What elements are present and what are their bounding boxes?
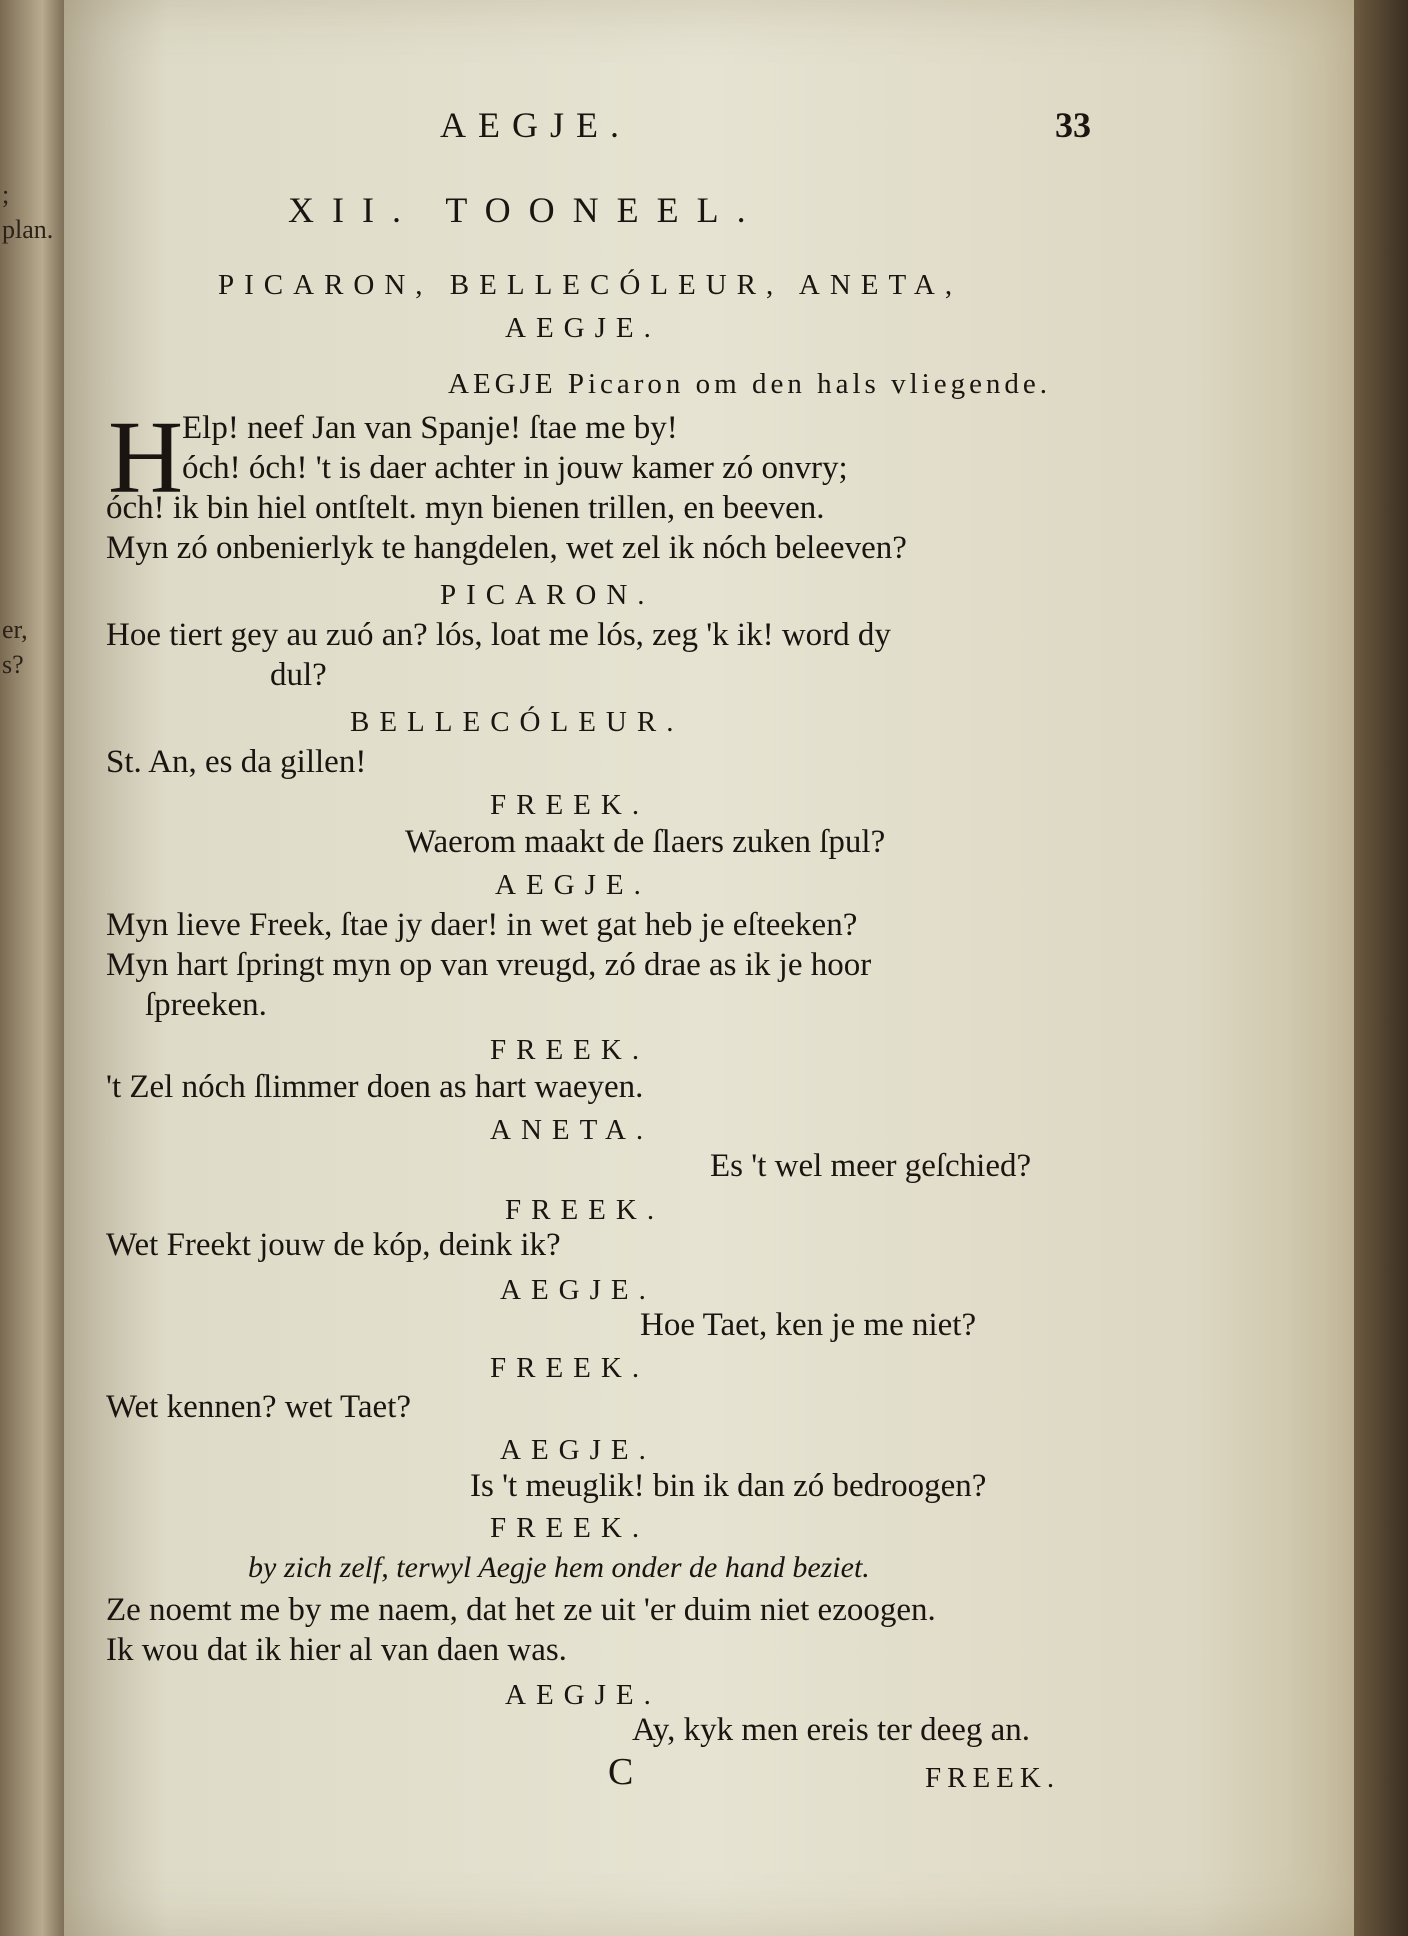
speaker-name: FREEK.: [505, 1194, 665, 1226]
catchword: FREEK.: [925, 1762, 1061, 1794]
verse-line: óch! óch! 't is daer achter in jouw kamer zó onvry;: [182, 450, 848, 486]
verse-line: Ay, kyk men ereis ter deeg an.: [632, 1712, 1031, 1748]
verse-line: Elp! neef Jan van Spanje! ſtae me by!: [182, 410, 678, 446]
verse-line: Ze noemt me by me naem, dat het ze uit 'er duim niet ezoogen.: [106, 1592, 936, 1628]
page-number: 33: [1055, 105, 1091, 145]
speaker-name: FREEK.: [490, 789, 650, 821]
verse-line: Myn lieve Freek, ſtae jy daer! in wet gat heb je eſteeken?: [106, 907, 858, 943]
right-background: [1354, 0, 1408, 1936]
speaker-name: AEGJE.: [495, 869, 651, 901]
running-title: AEGJE.: [440, 105, 631, 145]
verse-line: 't Zel nóch ſlimmer doen as hart waeyen.: [106, 1069, 644, 1105]
verse-line: Waerom maakt de ſlaers zuken ſpul?: [405, 824, 886, 860]
verse-line: ſpreeken.: [145, 987, 267, 1023]
verse-line: Wet Freekt jouw de kóp, deink ik?: [106, 1227, 561, 1263]
stage-direction: [448, 364, 1408, 404]
speaker-name: BELLECÓLEUR.: [350, 706, 684, 738]
left-page-fragment: s?: [2, 650, 24, 679]
verse-line: dul?: [270, 657, 327, 693]
speaker-name: AEGJE.: [505, 1679, 661, 1711]
stage-direction: by zich zelf, terwyl Aegje hem onder de hand beziet.: [248, 1551, 870, 1584]
verse-line: Hoe tiert gey au zuó an? lós, loat me lós, zeg 'k ik! word dy: [106, 617, 891, 653]
speaker-name: FREEK.: [490, 1512, 650, 1544]
verse-line: Myn hart ſpringt myn op van vreugd, zó drae as ik je hoor: [106, 947, 872, 983]
speaker-name: AEGJE.: [500, 1274, 656, 1306]
signature-mark: C: [608, 1751, 634, 1793]
verse-line: Es 't wel meer geſchied?: [710, 1148, 1032, 1184]
characters-line: AEGJE.: [505, 312, 661, 344]
left-page-fragment: ;: [2, 180, 10, 209]
verse-line: Wet kennen? wet Taet?: [106, 1389, 412, 1425]
speaker-name: PICARON.: [440, 579, 655, 611]
speaker-name: FREEK.: [490, 1034, 650, 1066]
drop-cap: H: [108, 400, 184, 515]
left-page-fragment: plan.: [2, 215, 54, 244]
scene-heading: XII. TOONEEL.: [288, 190, 764, 230]
speaker-name: AEGJE.: [500, 1434, 656, 1466]
left-page-fragment: er,: [2, 615, 28, 644]
speaker-name: FREEK.: [490, 1352, 650, 1384]
verse-line: Hoe Taet, ken je me niet?: [640, 1307, 977, 1343]
speaker-name: AEGJE Picaron om den hals vliegende.: [448, 368, 1052, 400]
characters-line: PICARON, BELLECÓLEUR, ANETA,: [218, 269, 963, 301]
verse-line: óch! ik bin hiel ontſtelt. myn bienen trillen, en beeven.: [106, 490, 825, 526]
verse-line: Ik wou dat ik hier al van daen was.: [106, 1632, 567, 1668]
verse-line: Myn zó onbenierlyk te hangdelen, wet zel ik nóch beleeven?: [106, 530, 907, 566]
left-page-edge: [0, 0, 70, 1936]
verse-line: Is 't meuglik! bin ik dan zó bedroogen?: [470, 1468, 987, 1504]
speaker-name: ANETA.: [490, 1114, 654, 1146]
verse-line: St. An, es da gillen!: [106, 744, 367, 780]
